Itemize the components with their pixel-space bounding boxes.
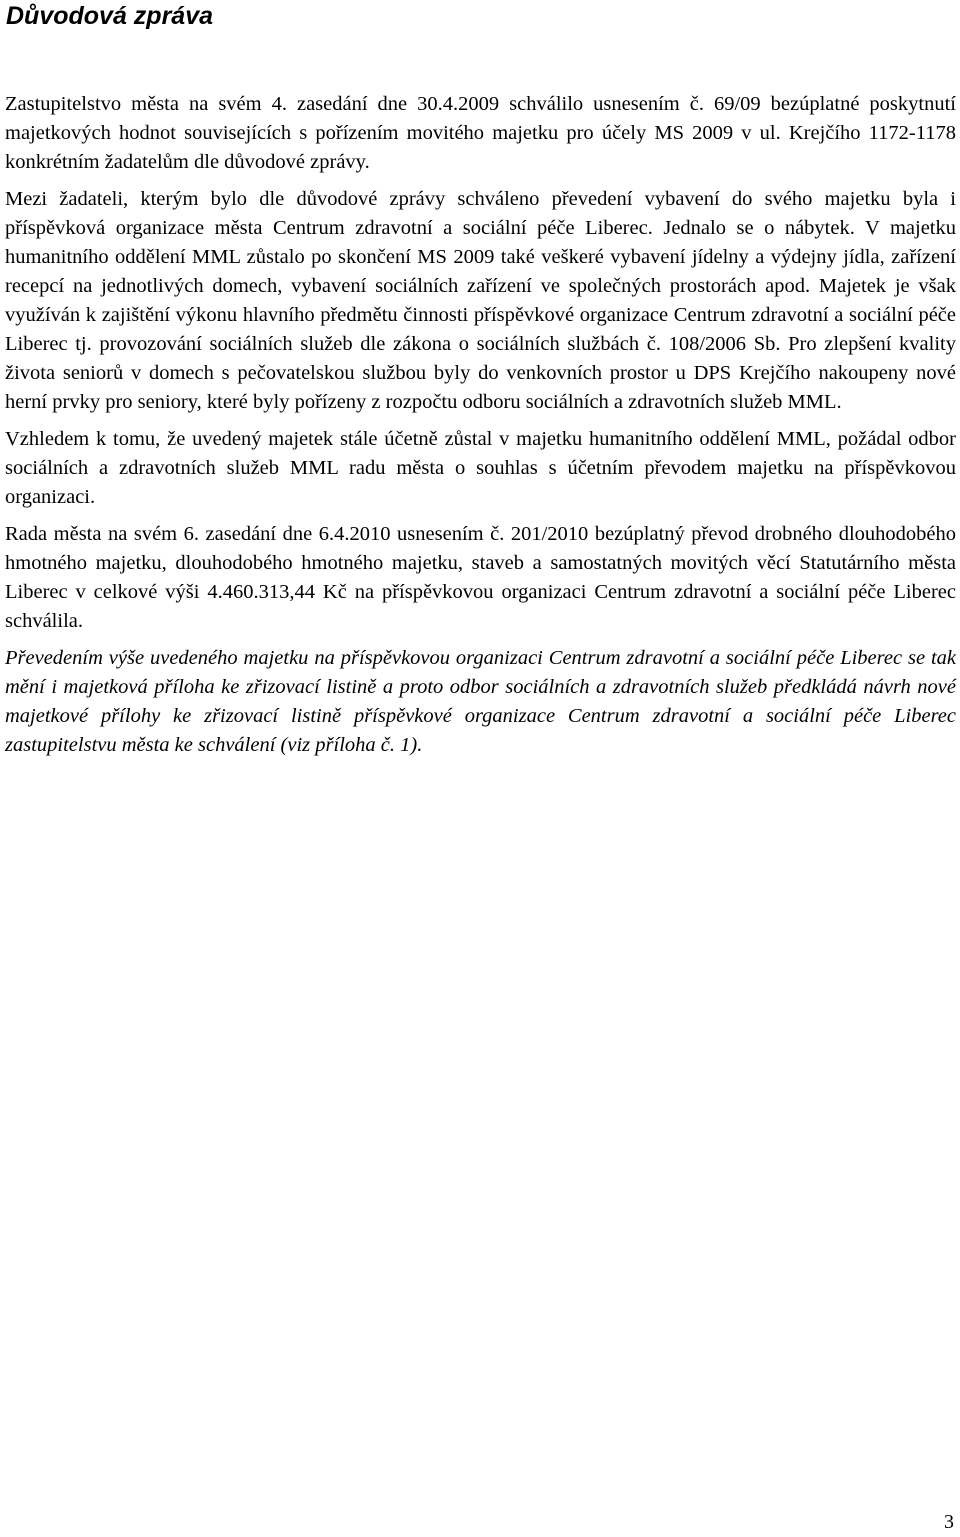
paragraph-council-resolution: Zastupitelstvo města na svém 4. zasedání dne 30.4.2009 schválilo usnesením č. 69/09 bezúplatné poskytnutí majetkových hodnot souvisejících s pořízením movitého majetku pro účely MS 2009 v ul. Krejčího 1172-1178 konkrétním žadatelům dle důvodové zprávy. bbox=[5, 93, 956, 173]
page-number: 3 bbox=[944, 1511, 954, 1533]
document-body bbox=[5, 90, 956, 768]
paragraph-accounting-transfer: Vzhledem k tomu, že uvedený majetek stále účetně zůstal v majetku humanitního oddělení MML, požádal odbor sociálních a zdravotních služeb MML radu města o souhlas s účetním převodem majetku na příspěvkovou organizaci. bbox=[5, 428, 956, 508]
paragraph-applicants: Mezi žadateli, kterým bylo dle důvodové zprávy schváleno převedení vybavení do svého majetku byla i příspěvková organizace města Centrum zdravotní a sociální péče Liberec. Jednalo se o nábytek. V majetku humanitního oddělení MML zůstalo po skončení MS 2009 také veškeré vybavení jídelny a výdejny jídla, zařízení recepcí na jednotlivých domech, vybavení sociálních zařízení ve společných prostorách apod. Majetek je však využíván k zajištění výkonu hlavního předmětu činnosti příspěvkové organizace Centrum zdravotní a sociální péče Liberec tj. provozování sociálních služeb dle zákona o sociálních službách č. 108/2006 Sb. Pro zlepšení kvality života seniorů v domech s pečovatelskou službou byly do venkovních prostor u DPS Krejčího nakoupeny nové herní prvky pro seniory, které byly pořízeny z rozpočtu odboru sociálních a zdravotních služeb MML. bbox=[5, 188, 956, 413]
paragraph-board-approval: Rada města na svém 6. zasedání dne 6.4.2010 usnesením č. 201/2010 bezúplatný převod drobného dlouhodobého hmotného majetku, dlouhodobého hmotného majetku, staveb a samostatných movitých věcí Statutárního města Liberec v celkové výši 4.460.313,44 Kč na příspěvkovou organizaci Centrum zdravotní a sociální péče Liberec schválila. bbox=[5, 523, 956, 632]
paragraph-proposal: Převedením výše uvedeného majetku na příspěvkovou organizaci Centrum zdravotní a sociální péče Liberec se tak mění i majetková příloha ke zřizovací listině a proto odbor sociálních a zdravotních služeb předkládá návrh nové majetkové přílohy ke zřizovací listině příspěvkové organizace Centrum zdravotní a sociální péče Liberec zastupitelstvu města ke schválení (viz příloha č. 1). bbox=[5, 647, 956, 756]
document-title: Důvodová zpráva bbox=[6, 2, 214, 30]
